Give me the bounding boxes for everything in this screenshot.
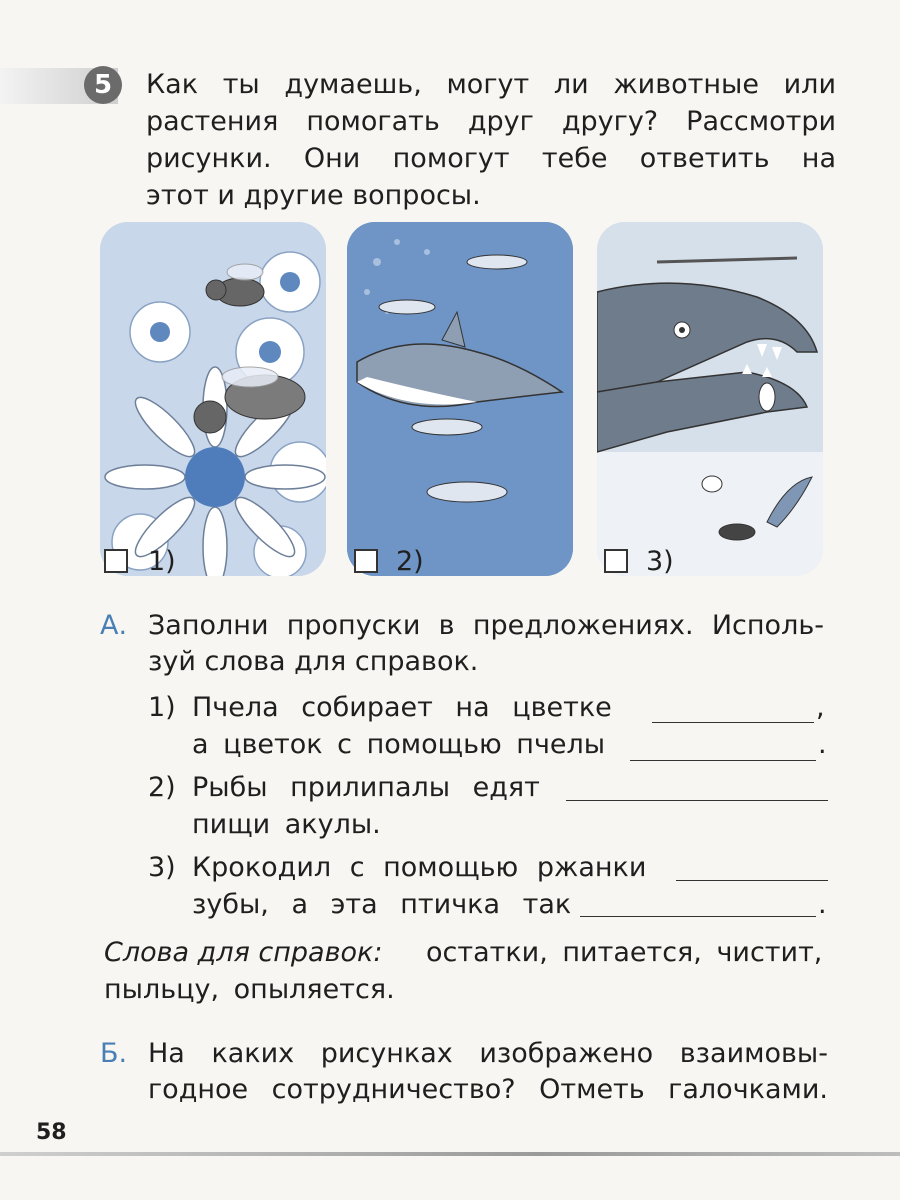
task-line: растения помогать друг другу? Рассмотри	[146, 106, 836, 137]
task-line: Как ты думаешь, могут ли животные или	[146, 69, 836, 100]
bottom-divider	[0, 1152, 900, 1156]
picture-2-label: 2)	[396, 546, 424, 577]
item-1-comma: ,	[816, 692, 825, 723]
bee-on-flower-image	[100, 222, 326, 576]
item-1-text-2: а цветок с помощью пчелы	[192, 729, 606, 760]
hint-words-2: пыльцу, опыляется.	[104, 974, 395, 1005]
question-line: годное сотрудничество? Отметь галочками.	[148, 1074, 828, 1105]
item-3-period: .	[818, 889, 827, 920]
item-2-text-2: пищи акулы.	[192, 809, 381, 840]
item-1-text: Пчела собирает на цветке	[192, 692, 612, 723]
item-2-text: Рыбы прилипалы едят	[192, 772, 540, 803]
item-2-number: 2)	[148, 772, 176, 803]
page-number: 58	[36, 1120, 67, 1145]
instruction-line: Заполни пропуски в предложениях. Исполь-	[148, 610, 824, 641]
picture-1-checkbox[interactable]	[104, 549, 128, 573]
task-line: рисунки. Они помогут тебе ответить на	[146, 143, 836, 174]
hint-label: Слова для справок:	[104, 937, 383, 968]
item-3-text-2: зубы, а эта птичка так	[192, 889, 572, 920]
task-line: этот и другие вопросы.	[146, 180, 481, 211]
part-a-letter: А.	[100, 610, 128, 641]
task-number-badge: 5	[84, 66, 122, 104]
picture-3-checkbox[interactable]	[604, 549, 628, 573]
item-1-period: .	[818, 729, 827, 760]
picture-2-checkbox[interactable]	[354, 549, 378, 573]
item-3-blank-1[interactable]	[676, 880, 828, 881]
shark-with-remoras-image	[347, 222, 573, 576]
question-line: На каких рисунках изображено взаимовы-	[148, 1038, 828, 1069]
task-text	[146, 66, 836, 214]
item-3-number: 3)	[148, 852, 176, 883]
picture-1-label: 1)	[148, 546, 176, 577]
shark-illustration	[347, 222, 573, 576]
item-1-blank-1[interactable]	[652, 722, 814, 723]
hint-words: остатки, питается, чистит,	[426, 937, 823, 968]
item-3-blank-2[interactable]	[580, 916, 816, 917]
part-b-question	[148, 1036, 828, 1108]
item-3-text: Крокодил с помощью ржанки	[192, 852, 647, 883]
part-a-instruction	[148, 608, 824, 680]
part-b-letter: Б.	[100, 1038, 128, 1069]
crocodile-illustration	[597, 222, 823, 576]
bee-flower-illustration	[100, 222, 326, 576]
item-1-number: 1)	[148, 692, 176, 723]
picture-3-label: 3)	[646, 546, 674, 577]
item-2-blank[interactable]	[566, 800, 828, 801]
crocodile-with-plover-image	[597, 222, 823, 576]
item-1-blank-2[interactable]	[630, 760, 816, 761]
instruction-line: зуй слова для справок.	[148, 646, 479, 677]
